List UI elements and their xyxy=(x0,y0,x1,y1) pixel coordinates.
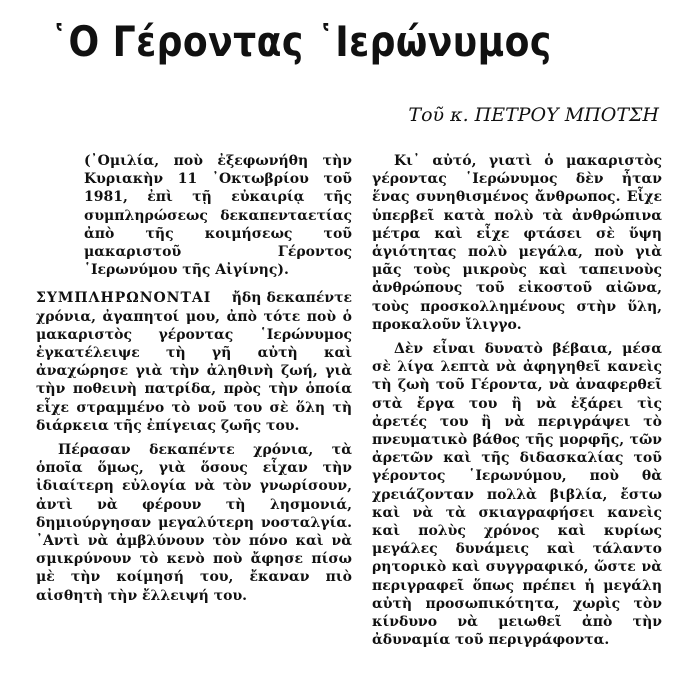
paragraph-4: Δὲν εἶναι δυνατὸ βέβαια, μέσα σὲ λίγα λεπτὰ νὰ ἀφηγηθεῖ κανεὶς τὴ ζωὴ τοῦ Γέροντα, νὰ ἀναφερθεῖ στὰ ἔργα του ἢ νὰ ἐξάρει τὶς ἀρετές του ἢ νὰ περιγράψει τὸ πνευματικὸ βάθος τῆς μορφῆς, τῶν ἀρετῶν καὶ τῆς διδασκαλίας τοῦ γέροντος ῾Ιερωνύμου, ποὺ θὰ χρειάζονταν πολλὰ βιβλία, ἔστω καὶ νὰ τὰ σκιαγραφήσει κανεὶς καὶ πολὺς χρόνος καὶ κυρίως μεγάλες δυνάμεις καὶ τάλαντο ρητορικὸ καὶ συγγραφικό, ὥστε νὰ περιγραφεῖ ὅπως πρέπει ἡ μεγάλη αὐτὴ προσωπικότητα, χωρὶς τὸν κίνδυνο νὰ μειωθεῖ ἀπὸ τὴν ἀδυναμία τοῦ περιγράφοντα. xyxy=(372,341,662,649)
article-title: ῾Ο Γέροντας ῾Ιερώνυμος xyxy=(50,17,552,66)
left-column xyxy=(36,152,352,605)
paragraph-2: Πέρασαν δεκαπέντε χρόνια, τὰ ὁποῖα ὅμως, γιὰ ὅσους εἶχαν τὴν ἰδιαίτερη εὐλογία νὰ τὸν γνωρίσουν, ἀντὶ νὰ φέρουν τὴ λησμονιά, δημιούργησαν μεγαλύτερη νοσταλγία. ᾿Αντὶ νὰ ἀμβλύνουν τὸν πόνο καὶ νὰ σμικρύνουν τὸ κενὸ ποὺ ἄφησε πίσω μὲ τὴν κοίμησή του, ἔκαναν πιὸ αἰσθητὴ τὴν ἔλλειψή του. xyxy=(36,442,352,604)
author-byline: Τοῦ κ. ΠΕΤΡΟΥ ΜΠΟΤΣΗ xyxy=(408,104,659,126)
paragraph-3: Κι᾿ αὐτό, γιατὶ ὁ μακαριστὸς γέροντας ῾Ιερώνυμος δὲν ἦταν ἕνας συνηθισμένος ἄνθρωπος. Εἶχε ὑπερβεῖ κατὰ πολὺ τὰ ἀνθρώπινα μέτρα καὶ εἶχε φτάσει σὲ ὕψη ἁγιότητας πολὺ μεγάλα, ποὺ γιὰ μᾶς τοὺς μικροὺς καὶ ταπεινοὺς ἀνθρώπους τοῦ εἰκοστοῦ αἰῶνα, τοὺς προσκολλημένους στὴν ὕλη, προκαλοῦν ἴλιγγο. xyxy=(372,153,662,333)
right-column xyxy=(372,152,662,649)
intro-note: (᾿Ομιλία, ποὺ ἐξεφωνήθη τὴν Κυριακὴν 11 ᾿Οκτωβρίου τοῦ 1981, ἐπὶ τῇ εὐκαιρίᾳ τῆς συμπληρώσεως δεκαπενταετίας ἀπὸ τῆς κοιμήσεως τοῦ μακαριστοῦ Γέροντος ῾Ιερωνύμου τῆς Αἰγίνης). xyxy=(84,153,352,279)
paragraph-1-text: ἤδη δεκαπέντε χρόνια, ἀγαπητοί μου, ἀπὸ τότε ποὺ ὁ μακαριστὸς γέροντας ῾Ιερώνυμος ἐγκατέλειψε τὴ γῆ αὐτὴ καὶ ἀναχώρησε γιὰ τὴν ἀληθινὴ ζωή, γιὰ τὴν ποθεινὴ πατρίδα, πρὸς τὴν ὁποία εἶχε στραμμένο τὸ νοῦ του σὲ ὅλη τὴ διάρκεια τῆς ἐπίγειας ζωῆς του. xyxy=(36,290,352,434)
paragraph-1 xyxy=(36,289,352,435)
paragraph-1-lead: ΣΥΜΠΛΗΡΩΝΟΝΤΑΙ xyxy=(36,290,212,307)
